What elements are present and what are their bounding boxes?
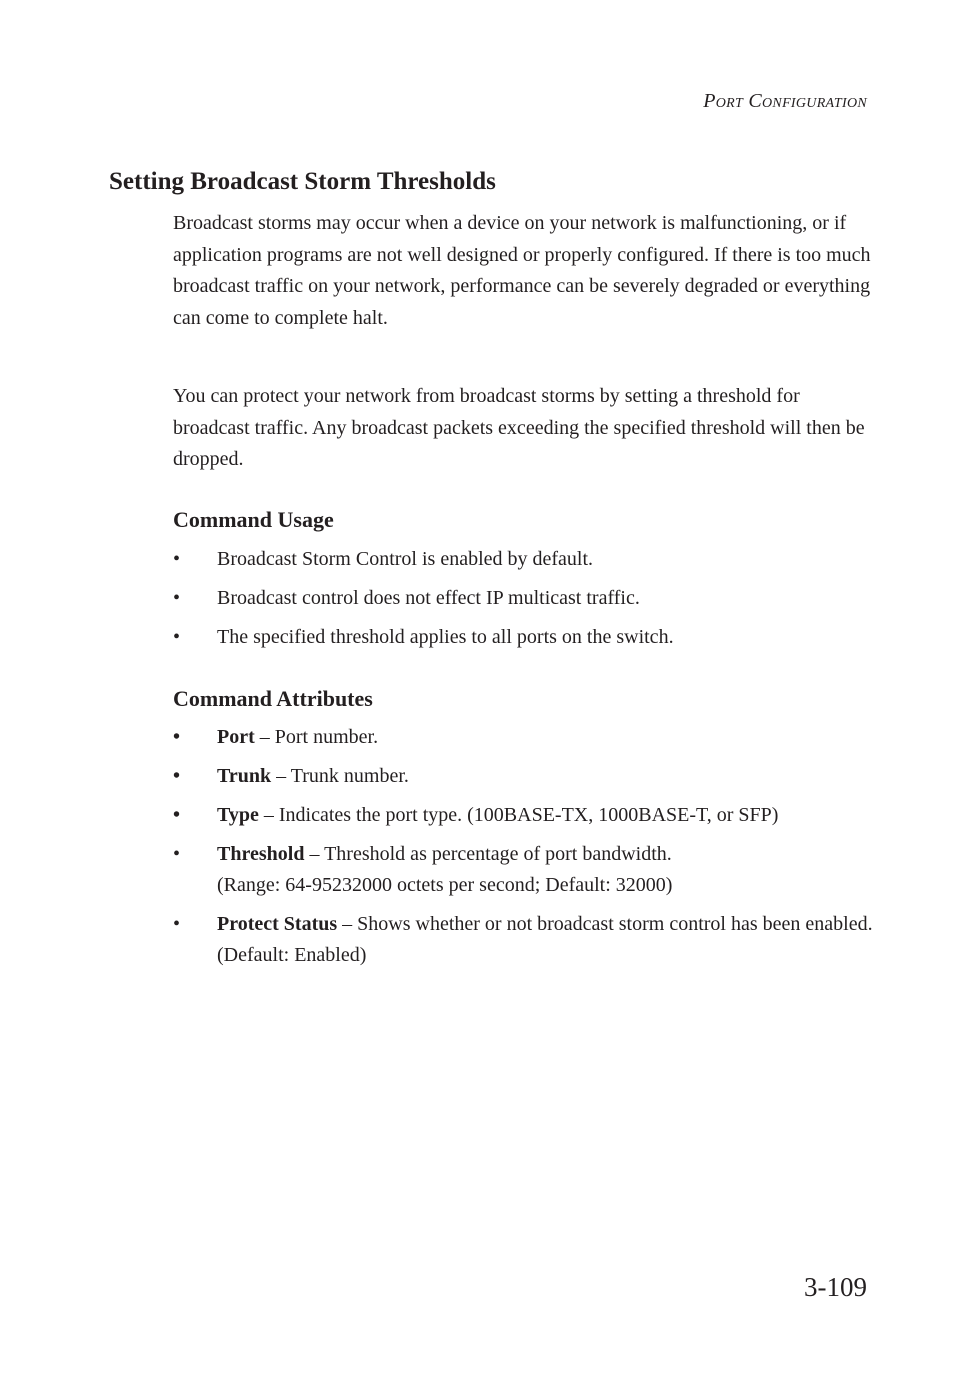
bullet-icon: • bbox=[173, 913, 181, 935]
attribute-term: Type bbox=[217, 804, 259, 826]
list-item bbox=[173, 544, 883, 575]
attribute-range: (Range: 64-95232000 octets per second; Default: 32000) bbox=[217, 874, 673, 896]
command-attributes-heading: Command Attributes bbox=[173, 686, 373, 711]
list-item bbox=[173, 909, 883, 971]
protect-paragraph bbox=[173, 381, 873, 476]
list-item bbox=[173, 839, 883, 901]
page-number: 3-109 bbox=[804, 1272, 867, 1302]
list-item-text: Broadcast control does not effect IP multicast traffic. bbox=[217, 587, 640, 609]
intro-paragraph bbox=[173, 208, 873, 334]
list-item bbox=[173, 622, 883, 653]
attribute-description: – Shows whether or not broadcast storm control has been enabled. (Default: Enabled) bbox=[217, 913, 873, 966]
list-item bbox=[173, 583, 883, 614]
bullet-icon: • bbox=[173, 804, 181, 826]
attribute-description: – Trunk number. bbox=[271, 765, 409, 787]
bullet-icon: • bbox=[173, 765, 181, 787]
attribute-term: Port bbox=[217, 726, 255, 748]
bullet-icon: • bbox=[173, 548, 181, 570]
list-item-text: The specified threshold applies to all ports on the switch. bbox=[217, 626, 674, 648]
attribute-description: – Port number. bbox=[254, 726, 379, 748]
attribute-term: Protect Status bbox=[217, 913, 338, 935]
section-title: Setting Broadcast Storm Thresholds bbox=[109, 168, 496, 195]
attribute-term: Trunk bbox=[217, 765, 272, 787]
list-item-text: Broadcast Storm Control is enabled by default. bbox=[217, 548, 594, 570]
running-header: Port Configuration bbox=[703, 90, 867, 112]
bullet-icon: • bbox=[173, 587, 181, 609]
bullet-icon: • bbox=[173, 843, 181, 865]
bullet-icon: • bbox=[173, 726, 181, 748]
command-usage-list bbox=[173, 544, 883, 661]
command-usage-heading: Command Usage bbox=[173, 507, 334, 532]
attribute-description: – Threshold as percentage of port bandwidth. bbox=[304, 843, 672, 865]
attribute-term: Threshold bbox=[217, 843, 305, 865]
list-item bbox=[173, 800, 883, 831]
attribute-description: – Indicates the port type. (100BASE-TX, 1000BASE-T, or SFP) bbox=[258, 804, 779, 826]
list-item bbox=[173, 761, 883, 792]
command-attributes-list bbox=[173, 722, 883, 979]
paragraph-text: Broadcast storms may occur when a device on your network is malfunctioning, or if application programs are not well designed or properly configured. If there is too much broadcast traffic on your network, performance can be severely degraded or everything can come to complete halt. bbox=[173, 212, 871, 329]
list-item bbox=[173, 722, 883, 753]
paragraph-text: You can protect your network from broadcast storms by setting a threshold for broadcast traffic. Any broadcast packets exceeding the specified threshold will then be dropped. bbox=[173, 385, 865, 470]
bullet-icon: • bbox=[173, 626, 181, 648]
